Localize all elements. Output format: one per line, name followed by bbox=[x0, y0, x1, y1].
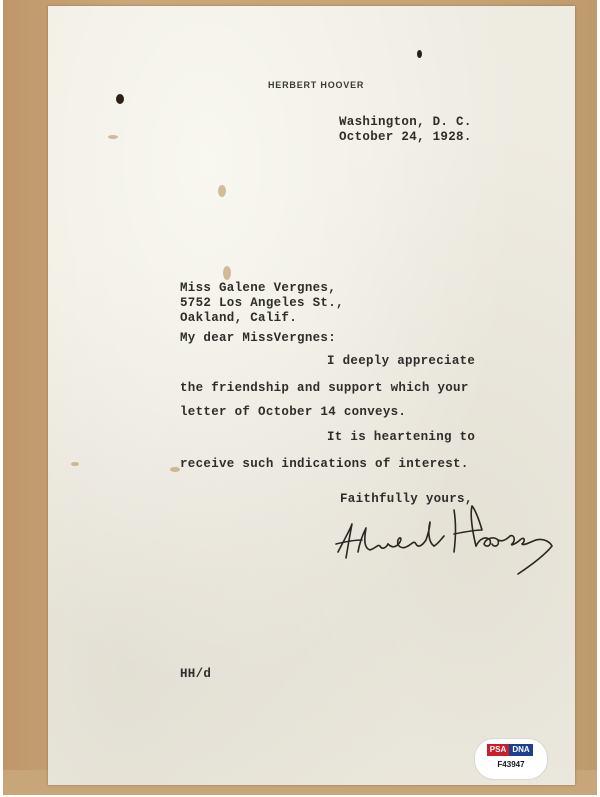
recipient-city: Oakland, Calif. bbox=[180, 311, 298, 325]
paper-stain bbox=[108, 135, 118, 139]
letterhead: HERBERT HOOVER bbox=[268, 80, 365, 90]
closing: Faithfully yours, bbox=[340, 492, 473, 506]
letter-sheet bbox=[48, 6, 575, 785]
place-line: Washington, D. C. bbox=[339, 115, 472, 129]
ink-spot bbox=[116, 94, 124, 104]
ink-spot bbox=[417, 50, 422, 58]
date-line: October 24, 1928. bbox=[339, 130, 472, 144]
paper-stain bbox=[223, 266, 231, 280]
body-line: receive such indications of interest. bbox=[180, 457, 469, 471]
salutation: My dear MissVergnes: bbox=[180, 331, 337, 345]
typist-initials: HH/d bbox=[180, 667, 212, 681]
body-line: I deeply appreciate bbox=[327, 354, 476, 368]
recipient-name: Miss Galene Vergnes, bbox=[180, 281, 337, 295]
paper-stain bbox=[218, 185, 226, 197]
body-line: the friendship and support which your bbox=[180, 381, 469, 395]
dna-logo: DNA bbox=[509, 744, 533, 756]
body-line: It is heartening to bbox=[327, 430, 476, 444]
psa-logo: PSA bbox=[487, 744, 509, 756]
paper-stain bbox=[170, 467, 180, 472]
paper-stain bbox=[71, 462, 79, 466]
authentication-sticker bbox=[474, 738, 548, 780]
recipient-street: 5752 Los Angeles St., bbox=[180, 296, 344, 310]
signature bbox=[330, 500, 560, 580]
body-line: letter of October 14 conveys. bbox=[180, 405, 407, 419]
certification-code: F43947 bbox=[497, 760, 525, 769]
